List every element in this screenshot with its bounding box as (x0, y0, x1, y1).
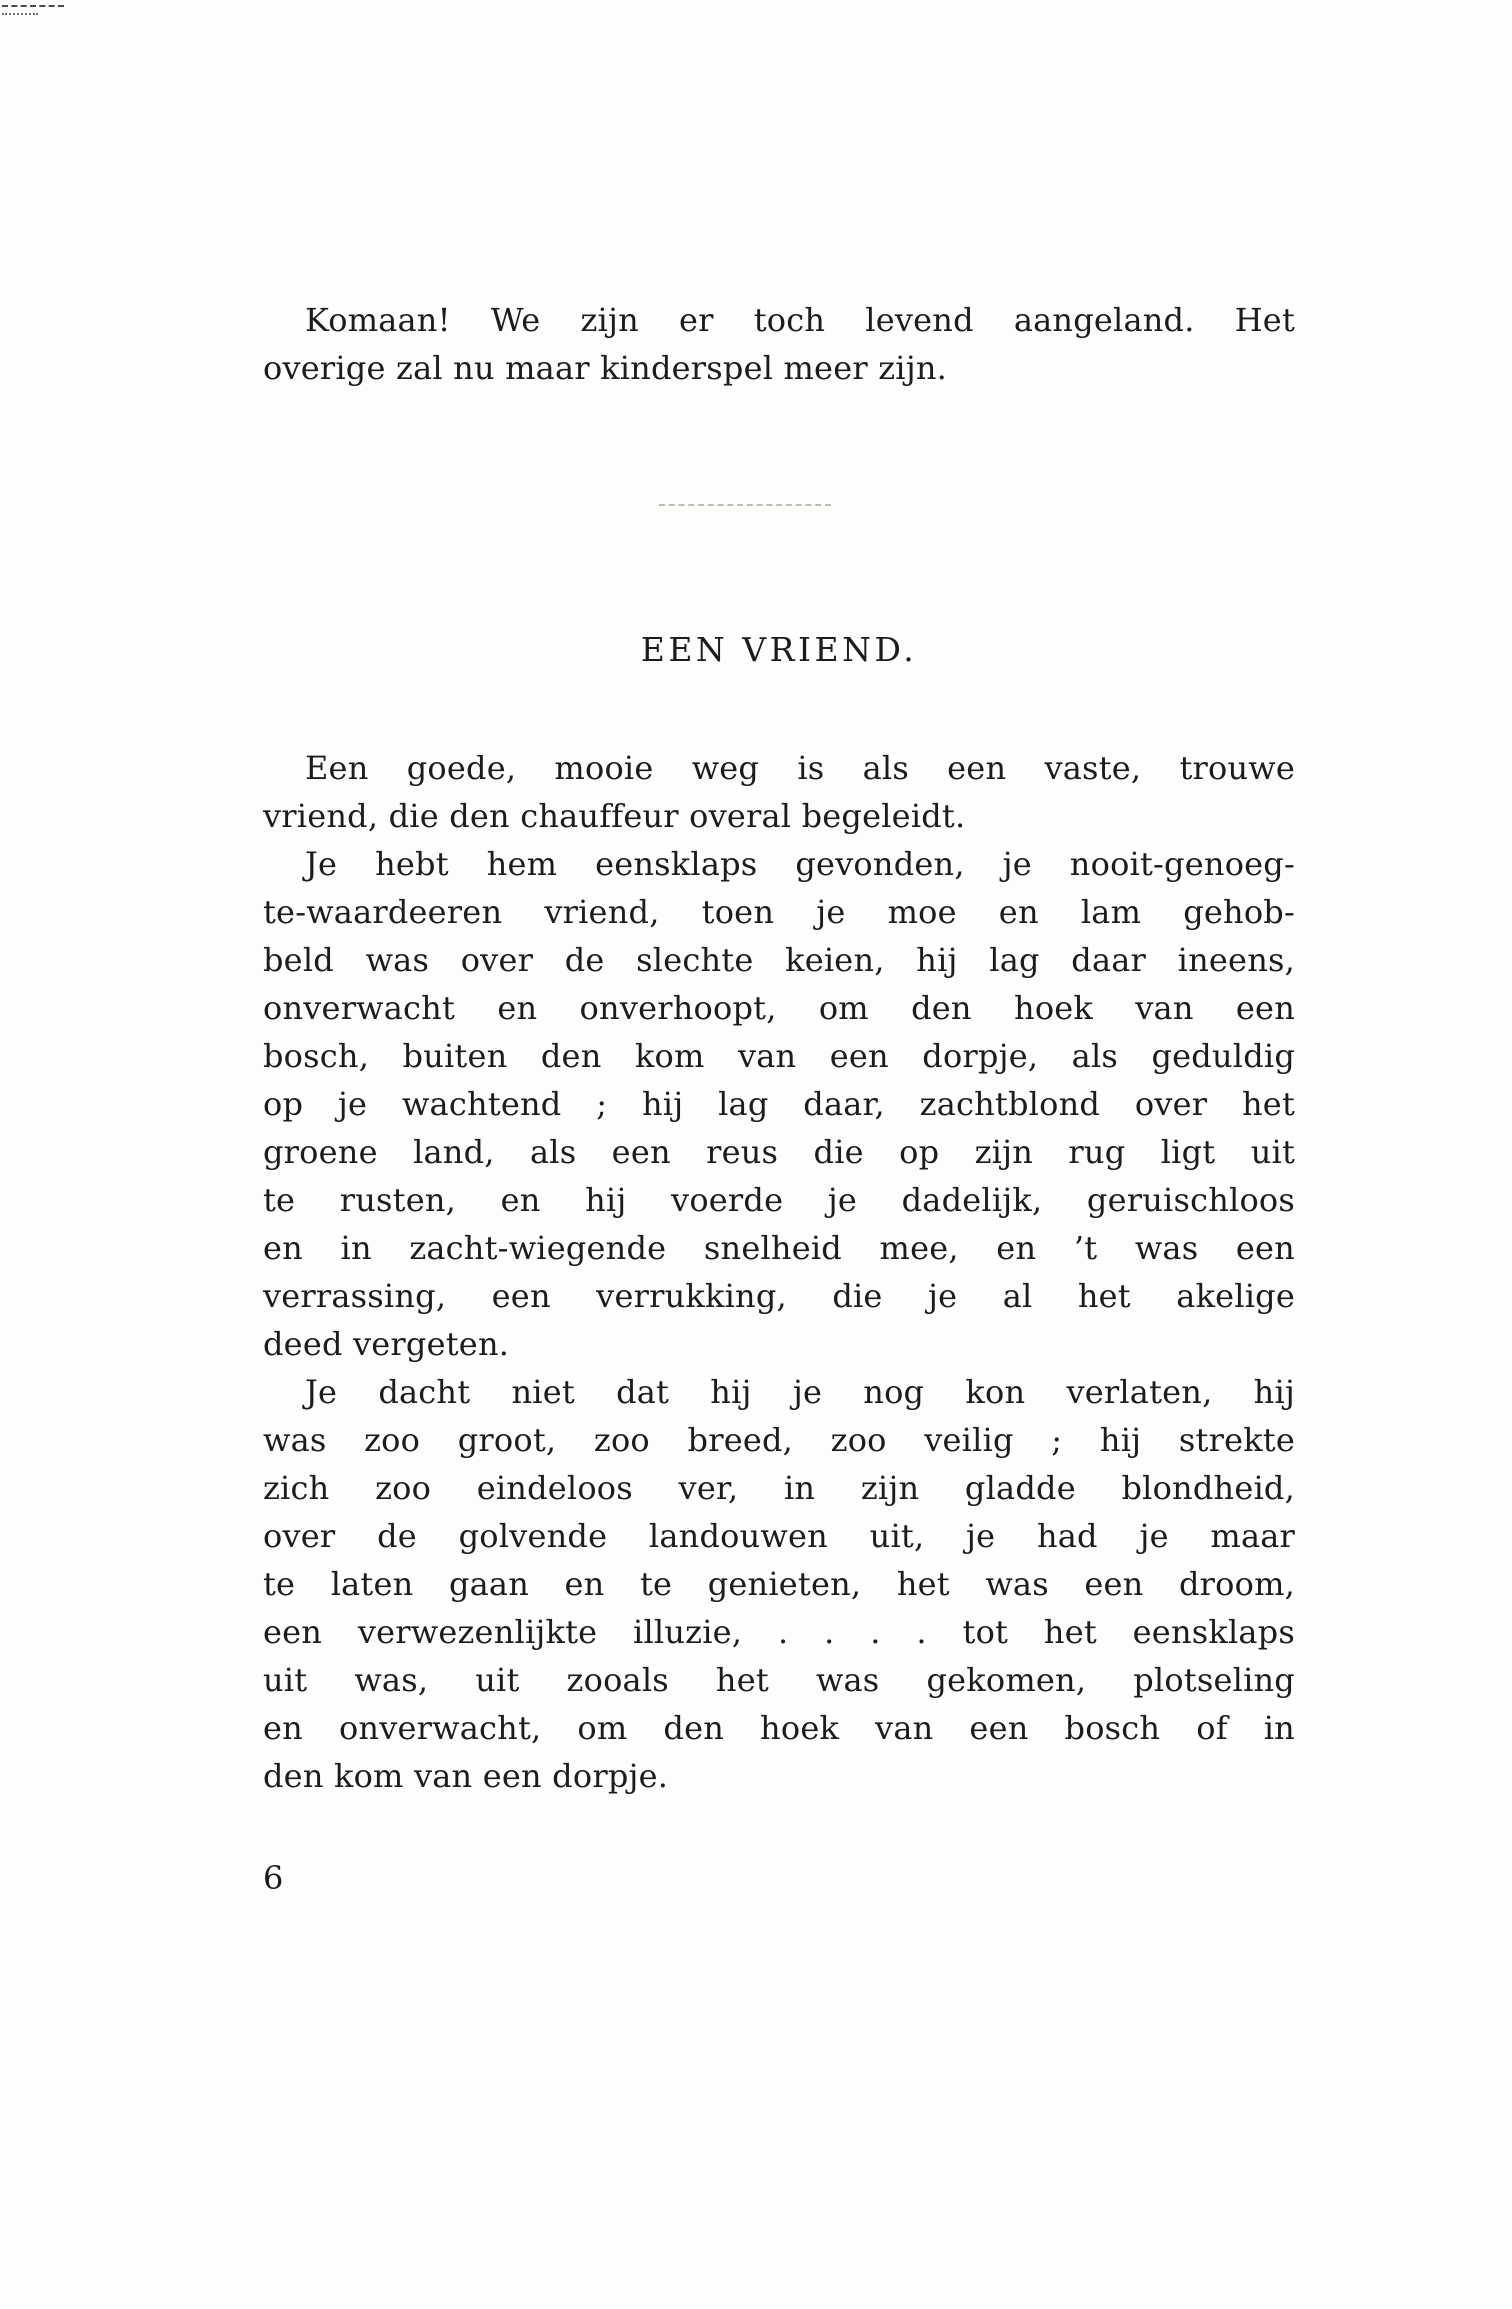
paragraph (263, 840, 1295, 1368)
text-line: overige zal nu maar kinderspel meer zijn. (263, 349, 947, 387)
text-line: Je dacht niet dat hij je nog kon verlaten, hij (305, 1373, 1295, 1411)
text-line: en in zacht-wiegende snelheid mee, en ’t was een (263, 1229, 1295, 1267)
section-divider (659, 504, 831, 506)
text-line: den kom van een dorpje. (263, 1757, 669, 1795)
text-line: Een goede, mooie weg is als een vaste, trouwe (305, 749, 1295, 787)
text-line: onverwacht en onverhoopt, om den hoek van een (263, 989, 1295, 1027)
paragraph (263, 296, 1295, 392)
text-line: en onverwacht, om den hoek van een bosch of in (263, 1709, 1295, 1747)
text-line: Komaan! We zijn er toch levend aangeland. Het (305, 301, 1295, 339)
text-line: was zoo groot, zoo breed, zoo veilig ; hij strekte (263, 1421, 1295, 1459)
text-line: bosch, buiten den kom van een dorpje, als geduldig (263, 1037, 1295, 1075)
paragraph (263, 1368, 1295, 1800)
scan-edge-artifact (0, 0, 110, 24)
text-line: Je hebt hem eensklaps gevonden, je nooit-genoeg- (305, 845, 1295, 883)
text-line: te laten gaan en te genieten, het was een droom, (263, 1565, 1295, 1603)
text-line: deed vergeten. (263, 1325, 510, 1363)
text-line: groene land, als een reus die op zijn rug ligt uit (263, 1133, 1295, 1171)
chapter-body (263, 744, 1295, 1800)
text-line: te rusten, en hij voerde je dadelijk, geruischloos (263, 1181, 1295, 1219)
text-line: over de golvende landouwen uit, je had je maar (263, 1517, 1295, 1555)
text-line: uit was, uit zooals het was gekomen, plotseling (263, 1661, 1295, 1699)
text-line: te-waardeeren vriend, toen je moe en lam gehob- (263, 893, 1295, 931)
text-block (263, 0, 1295, 1902)
text-line: een verwezenlijkte illuzie, . . . . tot het eensklaps (263, 1613, 1295, 1651)
text-line: zich zoo eindeloos ver, in zijn gladde blondheid, (263, 1469, 1295, 1507)
chapter-heading: EEN VRIEND. (640, 630, 918, 669)
text-line: vriend, die den chauffeur overal begeleidt. (263, 797, 966, 835)
text-line: beld was over de slechte keien, hij lag daar ineens, (263, 941, 1295, 979)
text-line: op je wachtend ; hij lag daar, zachtblond over het (263, 1085, 1295, 1123)
closing-passage-of-previous-chapter (263, 296, 1295, 392)
paragraph (263, 744, 1295, 840)
text-line: verrassing, een verrukking, die je al het akelige (263, 1277, 1295, 1315)
page-number: 6 (263, 1859, 284, 1897)
